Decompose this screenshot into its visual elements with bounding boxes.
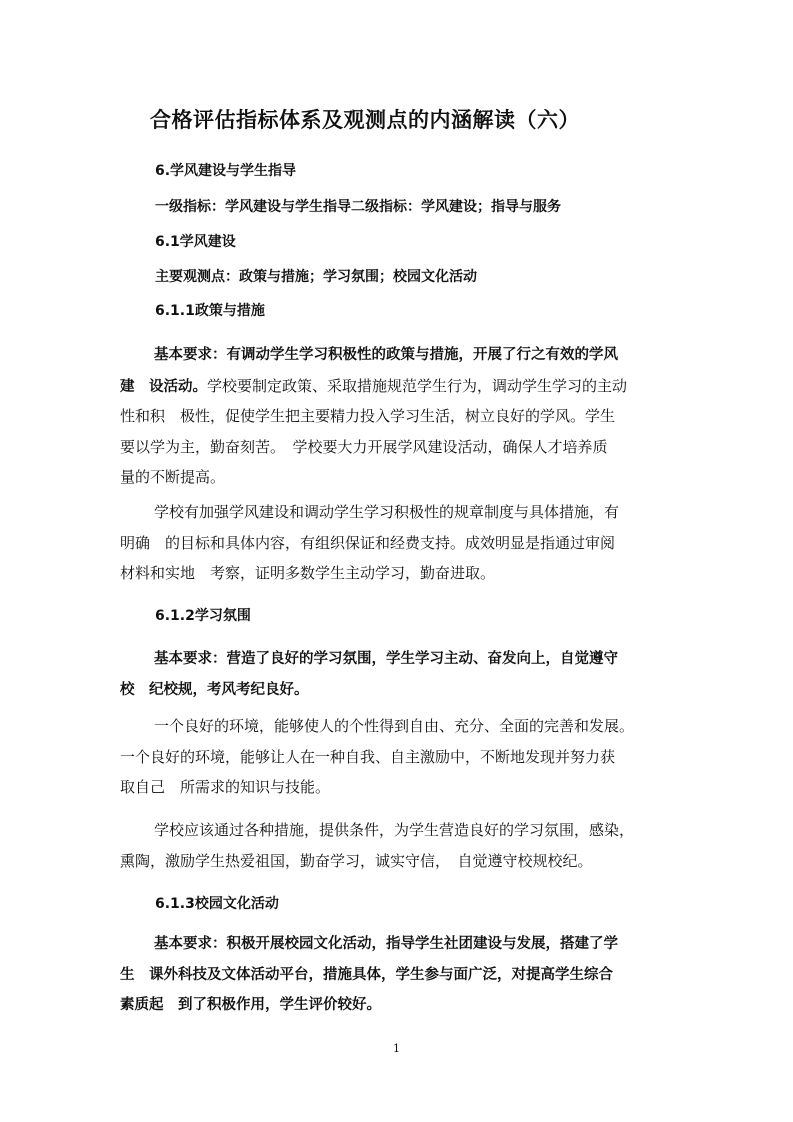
- section-heading-6-1-1: 6.1.1政策与措施: [155, 303, 265, 319]
- indicator-line: 一级指标：学风建设与学生指导二级指标：学风建设；指导与服务: [155, 199, 561, 215]
- paragraph-atmosphere-requirements: [120, 644, 680, 705]
- paragraph-environment: [120, 711, 680, 803]
- text-line: 性和积 极性，促使学生把主要精力投入学习生活，树立良好的学风。学生: [120, 407, 616, 425]
- text-line: 校 纪校规，考风考纪良好。: [120, 681, 309, 698]
- paragraph-measures: [120, 815, 680, 876]
- text-line: 熏陶，激励学生热爱祖国，勤奋学习，诚实守信， 自觉遵守校规校纪。: [120, 851, 593, 870]
- text-line-bold: 建 设活动。: [120, 378, 207, 395]
- text-line: 要以学为主，勤奋刻苦。 学校要大力开展学风建设活动，确保人才培养质: [120, 437, 608, 456]
- paragraph-policy-requirements: [120, 340, 680, 493]
- text-line: 基本要求：积极开展校园文化活动，指导学生社团建设与发展，搭建了学: [154, 936, 618, 952]
- text-line: 材料和实地 考察，证明多数学生主动学习，勤奋进取。: [120, 564, 496, 582]
- text-line: 一个良好的环境，能够使人的个性得到自由、充分、全面的完善和发展。: [154, 717, 635, 735]
- section-heading-6: 6.学风建设与学生指导: [155, 163, 297, 179]
- page-number: 1: [393, 1042, 400, 1055]
- text-line: 量的不断提高。: [120, 468, 226, 486]
- text-line: 学校应该通过各种措施，提供条件，为学生营造良好的学习氛围，感染，: [154, 821, 635, 839]
- text-line: 明确 的目标和具体内容，有组织保证和经费支持。成效明显是指通过审阅: [120, 533, 616, 552]
- page-title: 合格评估指标体系及观测点的内涵解读（六）: [150, 108, 580, 132]
- text-line: 素质起 到了积极作用，学生评价较好。: [120, 997, 381, 1013]
- text-line: 一个良好的环境，能够让人在一种自我、自主激励中，不断地发现并努力获: [120, 747, 616, 766]
- text-line: 生 课外科技及文体活动平台，措施具体，学生参与面广泛，对提高学生综合: [120, 966, 613, 983]
- section-heading-6-1-3: 6.1.3校园文化活动: [155, 896, 279, 912]
- text-line: 学校有加强学风建设和调动学生学习积极性的规章制度与具体措施，有: [154, 503, 620, 521]
- observation-points: 主要观测点：政策与措施；学习氛围；校园文化活动: [155, 269, 477, 285]
- text-line: 基本要求：营造了良好的学习氛围，学生学习主动、奋发向上，自觉遵守: [154, 651, 618, 667]
- text-line: 基本要求：有调动学生学习积极性的政策与措施，开展了行之有效的学风: [154, 347, 618, 363]
- text-line: 学校要制定政策、采取措施规范学生行为，调动学生学习的主动: [207, 376, 628, 395]
- section-heading-6-1: 6.1学风建设: [155, 234, 236, 250]
- text-line: 取自己 所需求的知识与技能。: [120, 778, 331, 796]
- paragraph-policy-details: [120, 497, 680, 589]
- paragraph-culture-requirements: [120, 929, 680, 1021]
- section-heading-6-1-2: 6.1.2学习氛围: [155, 608, 251, 624]
